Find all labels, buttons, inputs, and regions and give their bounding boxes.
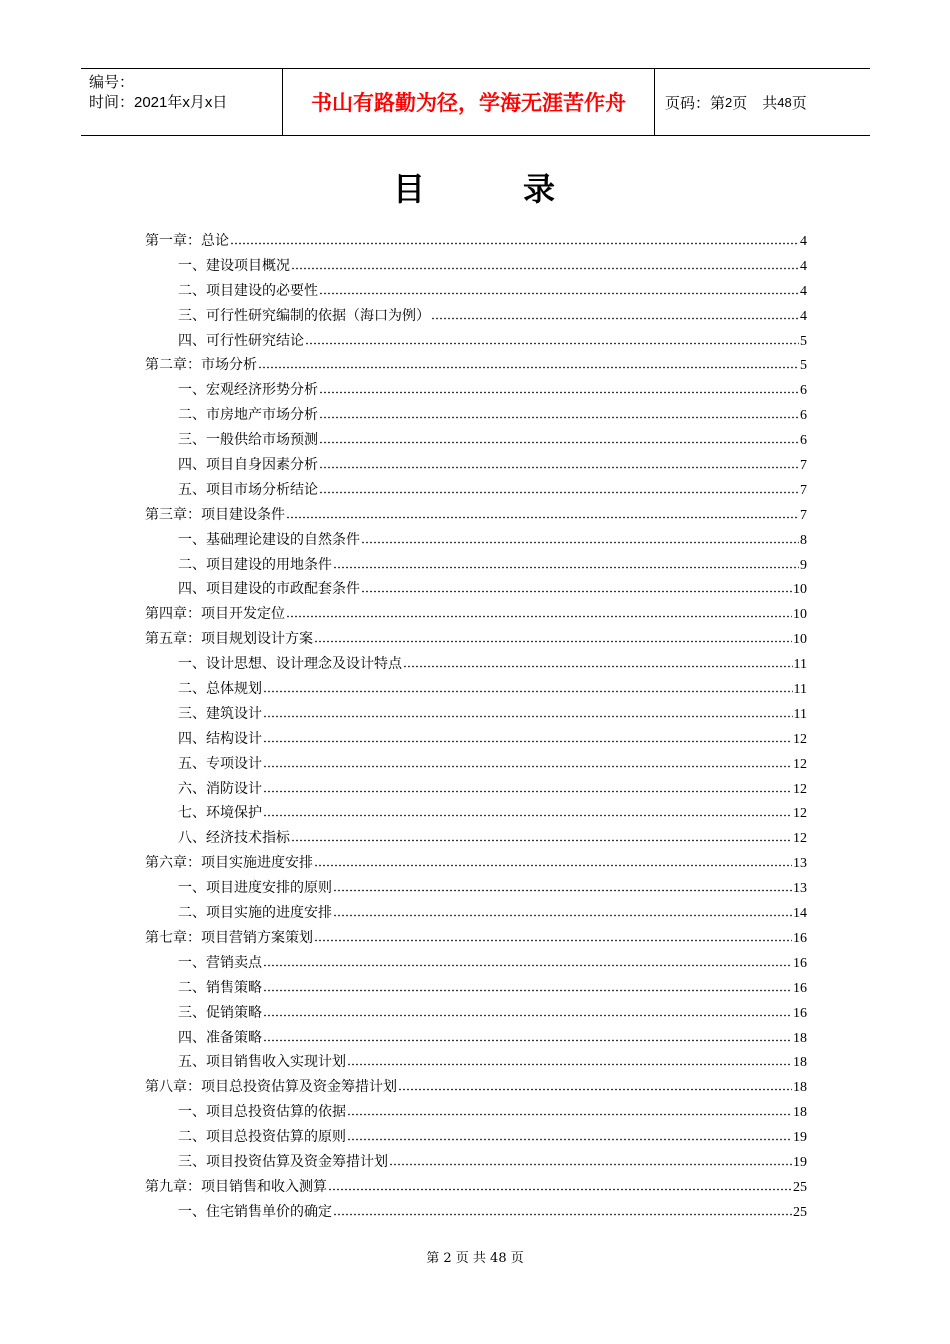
toc-leader-dots xyxy=(361,534,799,544)
document-date: 时间：2021年x月x日 xyxy=(89,94,228,111)
toc-section-entry[interactable] xyxy=(145,1051,807,1076)
toc-entry-page: 11 xyxy=(793,682,807,698)
toc-entry-title: 四、可行性研究结论 xyxy=(178,332,304,349)
toc-entry-title: 二、销售策略 xyxy=(178,979,262,996)
toc-leader-dots xyxy=(319,285,799,295)
toc-section-entry[interactable] xyxy=(145,952,807,977)
toc-section-entry[interactable] xyxy=(145,305,807,330)
toc-leader-dots xyxy=(333,907,792,917)
toc-entry-page: 12 xyxy=(793,781,807,797)
toc-entry-title: 一、营销卖点 xyxy=(178,954,262,971)
toc-leader-dots xyxy=(263,758,792,768)
toc-entry-title: 第六章：项目实施进度安排 xyxy=(145,855,313,872)
toc-entry-page: 4 xyxy=(800,258,807,274)
toc-entry-title: 五、专项设计 xyxy=(178,755,262,772)
toc-section-entry[interactable] xyxy=(145,330,807,355)
toc-entry-title: 四、结构设计 xyxy=(178,730,262,747)
toc-section-entry[interactable] xyxy=(145,479,807,504)
toc-chapter-entry[interactable] xyxy=(145,230,807,255)
toc-entry-title: 第七章：项目营销方案策划 xyxy=(145,929,313,946)
toc-entry-title: 八、经济技术指标 xyxy=(178,830,290,847)
toc-section-entry[interactable] xyxy=(145,802,807,827)
toc-section-entry[interactable] xyxy=(145,703,807,728)
title-char-1: 目 xyxy=(392,170,427,208)
toc-entry-title: 二、项目实施的进度安排 xyxy=(178,905,332,922)
toc-entry-page: 6 xyxy=(800,408,807,424)
toc-section-entry[interactable] xyxy=(145,255,807,280)
toc-section-entry[interactable] xyxy=(145,728,807,753)
toc-section-entry[interactable] xyxy=(145,1101,807,1126)
toc-entry-page: 19 xyxy=(793,1130,807,1146)
toc-entry-title: 五、项目市场分析结论 xyxy=(178,481,318,498)
toc-entry-page: 7 xyxy=(800,482,807,498)
toc-leader-dots xyxy=(230,235,799,245)
toc-leader-dots xyxy=(347,1106,792,1116)
toc-section-entry[interactable] xyxy=(145,554,807,579)
toc-section-entry[interactable] xyxy=(145,678,807,703)
toc-leader-dots xyxy=(333,1206,792,1216)
toc-section-entry[interactable] xyxy=(145,454,807,479)
toc-entry-page: 4 xyxy=(800,234,807,249)
toc-section-entry[interactable] xyxy=(145,280,807,305)
toc-section-entry[interactable] xyxy=(145,827,807,852)
toc-leader-dots xyxy=(314,633,792,643)
toc-leader-dots xyxy=(263,708,793,718)
toc-entry-page: 6 xyxy=(800,383,807,399)
toc-entry-title: 二、市房地产市场分析 xyxy=(178,407,318,424)
page-footer: 第 2 页 共 48 页 xyxy=(426,1251,524,1266)
toc-section-entry[interactable] xyxy=(145,977,807,1002)
toc-leader-dots xyxy=(291,260,799,270)
toc-leader-dots xyxy=(305,335,799,345)
toc-entry-title: 四、项目建设的市政配套条件 xyxy=(178,581,360,598)
toc-leader-dots xyxy=(319,459,799,469)
toc-chapter-entry[interactable] xyxy=(145,1176,807,1201)
toc-leader-dots xyxy=(291,832,792,842)
toc-leader-dots xyxy=(333,882,792,892)
toc-entry-page: 12 xyxy=(793,831,807,847)
toc-chapter-entry[interactable] xyxy=(145,927,807,952)
toc-section-entry[interactable] xyxy=(145,429,807,454)
toc-leader-dots xyxy=(263,982,792,992)
toc-leader-dots xyxy=(263,683,793,693)
toc-entry-page: 5 xyxy=(800,358,807,374)
toc-leader-dots xyxy=(319,484,799,494)
toc-entry-title: 一、宏观经济形势分析 xyxy=(178,382,318,399)
toc-section-entry[interactable] xyxy=(145,902,807,927)
toc-entry-page: 18 xyxy=(793,1105,807,1121)
page-suffix: 页 xyxy=(791,94,807,112)
toc-section-entry[interactable] xyxy=(145,1126,807,1151)
toc-entry-title: 三、建筑设计 xyxy=(178,705,262,722)
toc-chapter-entry[interactable] xyxy=(145,603,807,628)
toc-entry-title: 二、总体规划 xyxy=(178,681,262,698)
document-number-label: 编号： xyxy=(89,74,135,91)
toc-chapter-entry[interactable] xyxy=(145,1076,807,1101)
toc-entry-title: 一、建设项目概况 xyxy=(178,257,290,274)
toc-entry-page: 25 xyxy=(793,1204,807,1220)
toc-entry-title: 第一章：总论 xyxy=(145,233,229,249)
toc-section-entry[interactable] xyxy=(145,379,807,404)
toc-entry-page: 10 xyxy=(793,582,807,598)
toc-leader-dots xyxy=(314,932,792,942)
toc-entry-title: 五、项目销售收入实现计划 xyxy=(178,1054,346,1071)
toc-entry-page: 16 xyxy=(793,980,807,996)
toc-entry-page: 10 xyxy=(793,632,807,648)
toc-leader-dots xyxy=(319,384,799,394)
toc-entry-title: 第四章：项目开发定位 xyxy=(145,606,285,623)
toc-section-entry[interactable] xyxy=(145,1027,807,1052)
toc-leader-dots xyxy=(398,1081,792,1091)
toc-leader-dots xyxy=(328,1181,792,1191)
page-middle: 页 共 xyxy=(732,94,778,112)
toc-entry-title: 六、消防设计 xyxy=(178,780,262,797)
toc-leader-dots xyxy=(319,434,799,444)
toc-section-entry[interactable] xyxy=(145,1201,807,1226)
toc-entry-page: 4 xyxy=(800,283,807,299)
toc-entry-page: 16 xyxy=(793,1005,807,1021)
toc-leader-dots xyxy=(286,608,792,618)
toc-entry-title: 七、环境保护 xyxy=(178,805,262,822)
toc-entry-title: 四、准备策略 xyxy=(178,1029,262,1046)
toc-entry-page: 4 xyxy=(800,308,807,324)
toc-leader-dots xyxy=(361,583,792,593)
toc-entry-page: 7 xyxy=(800,458,807,474)
toc-entry-page: 18 xyxy=(793,1055,807,1071)
toc-leader-dots xyxy=(263,807,792,817)
toc-section-entry[interactable] xyxy=(145,404,807,429)
toc-leader-dots xyxy=(263,1007,792,1017)
toc-leader-dots xyxy=(258,359,799,369)
toc-chapter-entry[interactable] xyxy=(145,852,807,877)
toc-entry-title: 第八章：项目总投资估算及资金筹措计划 xyxy=(145,1079,397,1096)
toc-leader-dots xyxy=(403,658,793,668)
toc-chapter-entry[interactable] xyxy=(145,628,807,653)
toc-leader-dots xyxy=(263,783,792,793)
toc-leader-dots xyxy=(263,733,792,743)
title-char-2: 录 xyxy=(523,170,558,208)
page-title xyxy=(0,164,950,210)
toc-leader-dots xyxy=(431,310,799,320)
page-current: 2 xyxy=(725,94,733,110)
toc-entry-title: 二、项目总投资估算的原则 xyxy=(178,1129,346,1146)
toc-entry-title: 二、项目建设的用地条件 xyxy=(178,556,332,573)
toc-leader-dots xyxy=(347,1056,792,1066)
header-meta xyxy=(81,69,283,135)
page-prefix: 页码：第 xyxy=(665,94,726,112)
toc-entry-title: 三、项目投资估算及资金筹措计划 xyxy=(178,1153,388,1170)
toc-entry-title: 第五章：项目规划设计方案 xyxy=(145,631,313,648)
toc-entry-page: 10 xyxy=(793,607,807,623)
toc-entry-page: 25 xyxy=(793,1179,807,1195)
toc-entry-title: 二、项目建设的必要性 xyxy=(178,282,318,299)
toc-section-entry[interactable] xyxy=(145,778,807,803)
toc-entry-page: 12 xyxy=(793,756,807,772)
toc-entry-title: 三、可行性研究编制的依据（海口为例） xyxy=(178,307,430,324)
toc-entry-page: 16 xyxy=(793,955,807,971)
toc-entry-page: 12 xyxy=(793,806,807,822)
toc-entry-page: 18 xyxy=(793,1080,807,1096)
toc-section-entry[interactable] xyxy=(145,1002,807,1027)
toc-entry-page: 16 xyxy=(793,930,807,946)
page-header xyxy=(81,68,870,136)
toc-chapter-entry[interactable] xyxy=(145,354,807,379)
toc-entry-title: 第二章：市场分析 xyxy=(145,357,257,374)
toc-entry-page: 6 xyxy=(800,433,807,449)
toc-entry-title: 第三章：项目建设条件 xyxy=(145,506,285,523)
toc-section-entry[interactable] xyxy=(145,753,807,778)
toc-entry-page: 13 xyxy=(793,881,807,897)
toc-section-entry[interactable] xyxy=(145,578,807,603)
toc-section-entry[interactable] xyxy=(145,877,807,902)
toc-leader-dots xyxy=(263,957,792,967)
toc-leader-dots xyxy=(333,559,799,569)
toc-entry-page: 9 xyxy=(800,557,807,573)
toc-entry-title: 一、基础理论建设的自然条件 xyxy=(178,531,360,548)
toc-leader-dots xyxy=(286,509,799,519)
toc-leader-dots xyxy=(263,1032,792,1042)
header-page-number xyxy=(655,69,870,135)
toc-entry-page: 18 xyxy=(793,1030,807,1046)
toc-leader-dots xyxy=(314,857,792,867)
toc-leader-dots xyxy=(389,1156,792,1166)
toc-entry-title: 第九章：项目销售和收入测算 xyxy=(145,1178,327,1195)
toc-entry-title: 一、项目进度安排的原则 xyxy=(178,880,332,897)
toc-entry-page: 7 xyxy=(800,507,807,523)
page-total: 48 xyxy=(777,94,792,110)
toc-section-entry[interactable] xyxy=(145,529,807,554)
toc-entry-title: 一、设计思想、设计理念及设计特点 xyxy=(178,656,402,673)
toc-entry-title: 四、项目自身因素分析 xyxy=(178,457,318,474)
toc-entry-page: 11 xyxy=(793,657,807,673)
toc-entry-page: 14 xyxy=(793,906,807,922)
toc-entry-page: 19 xyxy=(793,1154,807,1170)
toc-entry-page: 11 xyxy=(793,706,807,722)
toc-section-entry[interactable] xyxy=(145,653,807,678)
toc-entry-page: 13 xyxy=(793,856,807,872)
toc-entry-title: 一、住宅销售单价的确定 xyxy=(178,1203,332,1220)
toc-entry-title: 三、促销策略 xyxy=(178,1004,262,1021)
toc-entry-page: 12 xyxy=(793,731,807,747)
toc-leader-dots xyxy=(319,409,799,419)
toc-entry-page: 8 xyxy=(800,532,807,548)
toc-entry-title: 一、项目总投资估算的依据 xyxy=(178,1104,346,1121)
table-of-contents xyxy=(145,230,807,1226)
header-motto: 书山有路勤为径，学海无涯苦作舟 xyxy=(283,69,655,135)
toc-section-entry[interactable] xyxy=(145,1151,807,1176)
toc-chapter-entry[interactable] xyxy=(145,504,807,529)
toc-entry-title: 三、一般供给市场预测 xyxy=(178,432,318,449)
toc-leader-dots xyxy=(347,1131,792,1141)
toc-entry-page: 5 xyxy=(800,333,807,349)
